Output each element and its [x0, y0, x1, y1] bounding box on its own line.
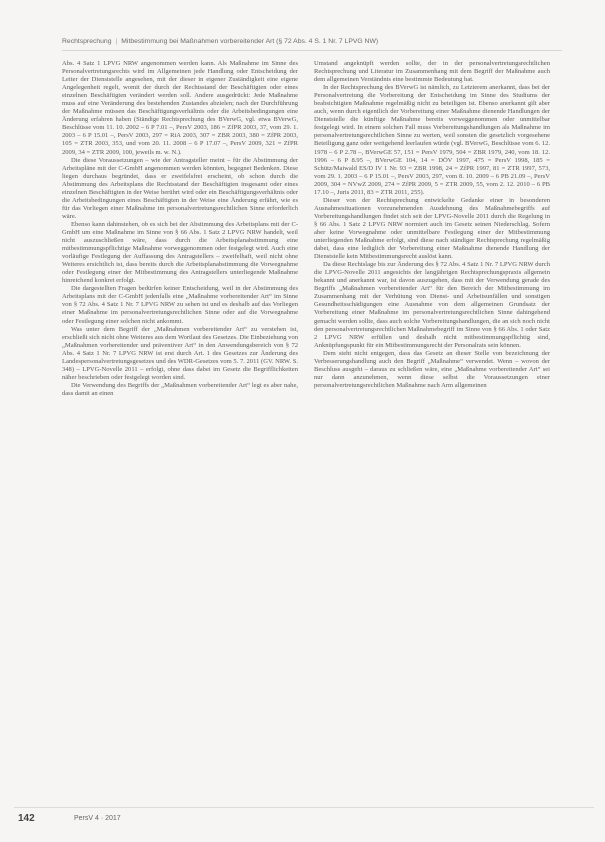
header-section: Rechtsprechung	[62, 38, 112, 45]
paragraph: Die diese Voraussetzungen – wie der Antragsteller meint – für die Abstimmung der Arbeitspläne mit der C-GmbH angenommen werden könnten, begegnet Bedenken. Diese liegen durchaus begründet, dass er zweifelsfrei erscheint, ob schon durch die Abstimmung des Arbeitsplans die Rechtsstand der Beschäftigten insgesamt oder eines einzelnen Beschäftigten in der Weise berührt wird oder ein Beschäftigungsverhältnis oder die Arbeitsbedingungen eines Beschäftigten in der Weise eine Änderung erfährt, wie es für das Vorliegen einer Maßnahme im personalvertretungsrechtlichen Sinne erforderlich wäre.	[62, 156, 298, 220]
paragraph: Die dargestellten Fragen bedürfen keiner Entscheidung, weil in der Abstimmung des Arbeitsplans mit der C-GmbH jedenfalls eine „Maßnahme vorbereitender Art“ im Sinne von § 72 Abs. 4 Satz 1 Nr. 7 LPVG NRW zu sehen ist und es deshalb auf das Vorliegen einer Maßnahme im personalvertretungsrechtlichen Sinne oder auf die Vorwegnahme oder Festlegung einer solchen nicht ankommt.	[62, 285, 298, 325]
right-column	[314, 60, 550, 390]
journal-issue: PersV 4 · 2017	[74, 815, 121, 822]
paragraph: Da diese Rechtslage bis zur Änderung des § 72 Abs. 4 Satz 1 Nr. 7 LPVG NRW durch die LPVG-Novelle 2011 angesichts der langjährigen Rechtsprechungspraxis allgemein bekannt und anerkannt war, ist davon auszugehen, dass mit der Verwendung gerade des Begriffs „Maßnahmen vorbereitender Art“ für den Bereich der Mitbestimmung im Zusammenhang mit der Verhütung von Dienst- und Arbeitsunfällen und sonstigen Gesundheitsschädigungen eine Ausnahme von dem allgemeinen Grundsatz der Vorbereitung einer Maßnahme im personalvertretungsrechtlichen Sinne dahingehend gemacht werden sollte, dass auch solche Vorbereitungshandlungen, die an sich noch nicht den personalvertretungsrechtlichen Maßnahmebegriff im Sinne von § 66 Abs. 1 oder Satz 2 LPVG NRW erfüllen und deshalb nicht mitbestimmungspflichtig sind, Anknüpfungspunkt für ein Mitbestimmungsrecht der Personalrats sein können.	[314, 261, 550, 349]
page-footer	[14, 813, 594, 827]
paragraph: Ebenso kann dahinstehen, ob es sich bei der Abstimmung des Arbeitsplans mit der C-GmbH um eine Maßnahme im Sinne von § 66 Abs. 1 Satz 2 LPVG NRW handelt, weil nicht auszuschließen wäre, dass durch die Arbeitsplanabstimmung eine mitbestimmungspflichtige Maßnahme vorweggenommen oder festgelegt wird. Auch eine vorläufige Festlegung der Auffassung des Antragstellers – zweifelhaft, weil nicht ohne Weiteres ersichtlich ist, dass bereits durch die Arbeitsplanabstimmung die Vorwegnahme oder Festlegung einer der Mitbestimmung des Antragstellers unterliegende Maßnahme hinreichend konkret erfolgt.	[62, 220, 298, 285]
left-column	[62, 60, 298, 398]
header-separator: |	[115, 38, 118, 45]
paragraph: Abs. 4 Satz 1 LPVG NRW angenommen werden kann. Als Maßnahme im Sinne des Personalvertretungsrechts wird im Allgemeinen jede Handlung oder Entscheidung der Leiter der Dienststelle angesehen, mit der dieser in eigener Zuständigkeit eine eigene Angelegenheit regelt, womit der durch der Rechtsstand der Beschäftigten oder eines einzelnen Beschäftigten verändert werden soll. Andere ausgedrückt: Jede Maßnahme muss auf eine Veränderung des bestehenden Zustandes abzielen; nach der Durchführung der Maßnahme müssen das Beschäftigungsverhältnis oder die Arbeitsbedingungen eine Änderung erfahren haben (Ständige Rechtsprechung des BVerwG, vgl. etwa BVerwG, Beschlüsse vom 11. 10. 2002 – 6 P 7.01 –, PersV 2003, 186 = ZfPR 2003, 37, vom 29. 1. 2003 – 6 P 15.01 –, PersV 2003, 297 = RiA 2003, 307 = ZBR 2003, 380 = ZfPR 2003, 105 = ZTR 2003, 353, und vom 20. 11. 2008 – 6 P 17.07 –, PersV 2009, 321 = ZfPR 2009, 34 = ZTR 2009, 100, jeweils m. w. N.).	[62, 60, 298, 156]
running-header	[62, 38, 562, 45]
paragraph: Was unter dem Begriff der „Maßnahmen vorbereitender Art“ zu verstehen ist, erschließt sich nicht ohne Weiteres aus dem Wortlaut des Gesetzes. Die Einbeziehung von „Maßnahmen vorbereitender und präventiver Art“ in den Anwendungsbereich von § 72 Abs. 4 Satz 1 Nr. 7 LPVG NRW ist erst durch Art. 1 des Gesetzes zur Änderung des Landespersonalvertretungsgesetzes und des WDR-Gesetzes vom 5. 7. 2011 (GV. NRW. S. 348) – LPVG-Novelle 2011 – erfolgt, ohne dass dabei im Gesetz die Begrifflichkeiten näher beschrieben oder festgelegt worden sind.	[62, 325, 298, 381]
paragraph: Dem steht nicht entgegen, dass das Gesetz an dieser Stelle von bezeichnung der Verbesserungshandlung auch den Begriff „Maßnahme“ verwendet. Wenn – wovon der Beschluss ausgeht – daraus zu schließen wäre, eine „Maßnahme vorbereitender Art“ sei nur dann anzunehmen, wenn diese selbst die Voraussetzungen einer personalvertretungsrechtlichen Maßnahme nach Arm allgemeinen	[314, 349, 550, 389]
paragraph: Umstand angeknüpft werden sollte, der in der personalvertretungsrechtlichen Rechtsprechung und Literatur im Zusammenhang mit dem Begriff der Maßnahme auch dem allgemeinen Verständnis eine bestimmte Bedeutung hat.	[314, 60, 550, 84]
paragraph: In der Rechtsprechung des BVerwG ist nämlich, zu Letzterem anerkannt, dass bei der Personalvertretung die Vorbereitung der Entscheidung im Sinne des Studiums der beabsichtigten Maßnahme regelmäßig nicht zu beteiligen ist. Ebenso anerkannt gilt aber auch, wenn durch eigentlich der Vorbereitung einer Maßnahme dienende Handlungen der Dienststelle die künftige Maßnahme bereits vorweggenommen oder unmittelbar festgelegt wird. In einem solchen Fall muss Vorbereitungshandlungen als Maßnahme im personalvertretungsrechtlichen Sinne zu werten, weil sonsten die gesetzlich vorgesehene Beteiligung ganz oder weitgehend leerlaufen würde (vgl. BVerwG, Beschlüsse vom 6. 12. 1978 – 6 P 2.78 –, BVerwGE 57, 151 = PersV 1979, 504 = ZBR 1979, 240, vom 18. 12. 1996 – 6 P 8.95 –, BVerwGE 104, 14 = DÖV 1997, 475 = PersV 1998, 185 = Schütz/Maiwald ES/D IV 1 Nr. 93 = ZBR 1998, 24 = ZfPR 1997, 81 = ZTR 1997, 573, vom 29. 1. 2003 – 6 P 15.01 –, PersV 2003, 297, vom 8. 10. 2009 – 6 PB 21.09 –, PersV 2009, 304 = NVwZ 2009, 274 = ZfPR 2009, 5 = ZTR 2009, 55, vom 2. 12. 2010 – 6 PB 17.10 –, Juris 2011, 83 = ZTR 2011, 255).	[314, 84, 550, 196]
paragraph: Die Verwendung des Begriffs der „Maßnahmen vorbereitender Art“ legt es aber nahe, dass damit an einen	[62, 381, 298, 397]
header-rule	[62, 50, 562, 51]
page-number: 142	[18, 813, 35, 824]
footer-rule	[14, 807, 594, 808]
paragraph: Dieser von der Rechtsprechung entwickelte Gedanke einer in besonderen Ausnahmesituationen vorzunehmenden Ausdehnung des Maßnahmebegriffs auf Vorbereitungshandlungen findet sich seit der LPVG-Novelle 2011 durch die Regelung in § 66 Abs. 1 Satz 2 LPVG NRW normiert auch im Gesetz seinen Niederschlag. Sofern aber keine Vorwegnahme oder unmittelbare Festlegung einer der Mitbestimmung unterliegenden Maßnahme erfolgt, sind diese nach ständiger Rechtsprechung regelmäßig dabei, dass eine lediglich der Vorbereitung einer Maßnahme dienende Handlung der Dienststelle kein Mitbestimmungsrecht auslöst kann.	[314, 196, 550, 261]
header-title: Mitbestimmung bei Maßnahmen vorbereitender Art (§ 72 Abs. 4 S. 1 Nr. 7 LPVG NW)	[121, 38, 379, 45]
